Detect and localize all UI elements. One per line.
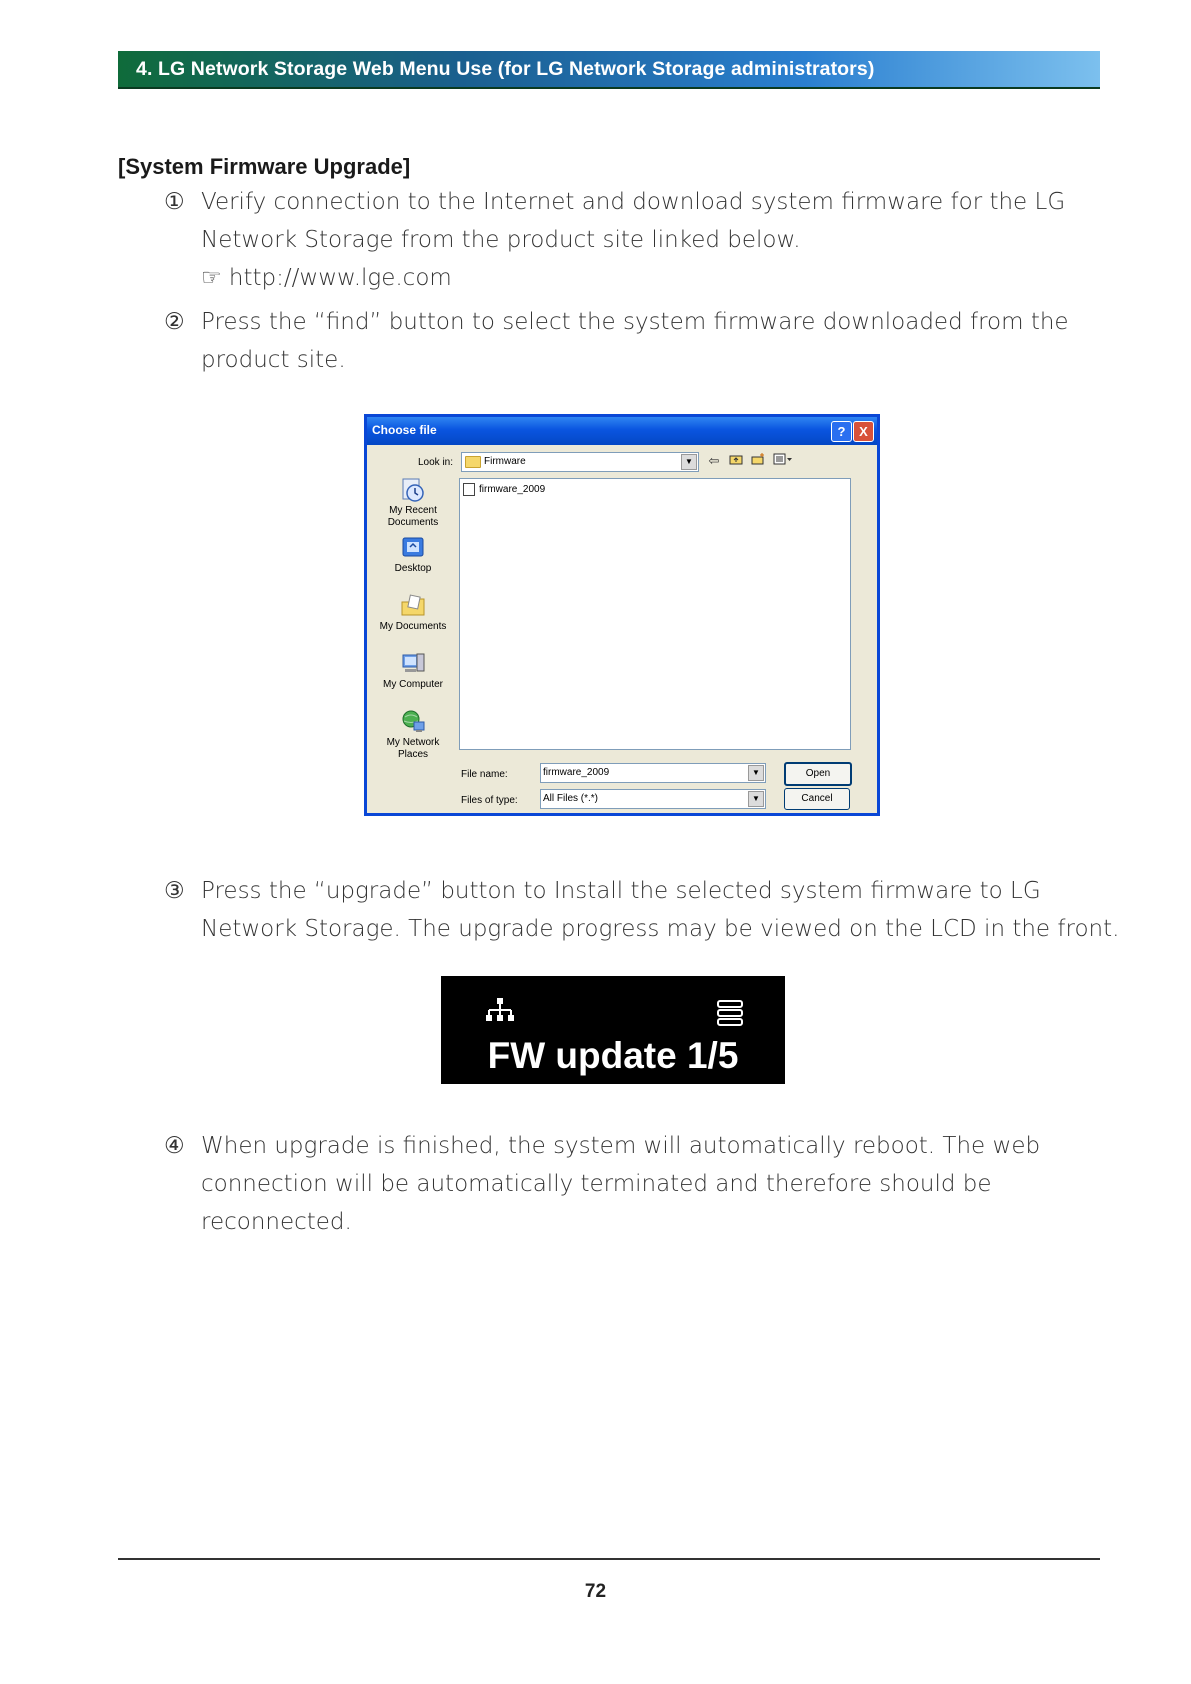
step-line: product site. <box>201 347 346 373</box>
file-list[interactable] <box>459 478 851 750</box>
website-link[interactable]: ☞ http://www.lge.com <box>201 265 452 291</box>
help-button[interactable]: ? <box>831 421 852 442</box>
place-my-documents[interactable] <box>373 593 453 633</box>
network-places-icon <box>400 709 426 735</box>
step-line: Network Storage. The upgrade progress may be viewed on the LCD in the front. <box>201 916 1120 942</box>
new-folder-icon[interactable] <box>750 453 766 468</box>
chapter-header-bar <box>118 51 1100 89</box>
lcd-message: FW update 1/5 <box>487 1035 739 1076</box>
page-number: 72 <box>584 1581 607 1602</box>
step-number: ③ <box>164 878 185 904</box>
step-number: ② <box>164 309 185 335</box>
file-item-name: firmware_2009 <box>479 484 546 496</box>
file-item[interactable] <box>463 483 545 496</box>
recent-documents-icon <box>400 477 426 503</box>
step-line: Press the “find” button to select the system firmware downloaded from the <box>201 309 1069 335</box>
file-icon <box>463 483 475 496</box>
close-button[interactable]: X <box>853 421 874 442</box>
step-line: Verify connection to the Internet and download system firmware for the LG <box>201 189 1066 215</box>
place-label: My Network <box>386 737 440 748</box>
chevron-down-icon[interactable]: ▼ <box>748 765 764 781</box>
look-in-value: Firmware <box>484 456 526 467</box>
cancel-button[interactable]: Cancel <box>784 788 850 810</box>
desktop-icon <box>400 535 426 561</box>
chapter-title: 4. LG Network Storage Web Menu Use (for LG Network Storage administrators) <box>136 58 875 80</box>
place-recent-documents[interactable] <box>373 477 453 529</box>
dialog-title: Choose file <box>372 423 437 437</box>
file-type-select[interactable] <box>540 789 766 809</box>
up-folder-icon[interactable] <box>728 453 744 468</box>
file-name-input[interactable] <box>540 763 766 783</box>
view-menu-icon[interactable] <box>772 453 794 468</box>
step-line: Press the “upgrade” button to Install the selected system firmware to LG <box>201 878 1041 904</box>
place-label: Desktop <box>394 563 432 574</box>
section-title: [System Firmware Upgrade] <box>118 154 411 179</box>
lcd-display <box>441 976 785 1084</box>
step-line: reconnected. <box>201 1209 352 1235</box>
place-network-places[interactable] <box>373 709 453 761</box>
step-line: When upgrade is finished, the system will automatically reboot. The web <box>201 1133 1041 1159</box>
back-arrow-icon[interactable]: ⇦ <box>708 453 720 468</box>
network-icon <box>486 998 514 1024</box>
open-button[interactable]: Open <box>784 762 852 786</box>
file-type-label: Files of type: <box>461 795 518 806</box>
step-line: Network Storage from the product site linked below. <box>201 227 801 253</box>
look-in-label: Look in: <box>418 457 454 468</box>
footer-divider <box>118 1558 1100 1560</box>
place-label: Places <box>397 749 428 760</box>
step-number: ① <box>164 189 185 215</box>
chevron-down-icon[interactable]: ▼ <box>748 791 764 807</box>
step-line: connection will be automatically terminated and therefore should be <box>201 1171 992 1197</box>
choose-file-dialog <box>364 414 880 816</box>
place-label: Documents <box>387 517 439 528</box>
my-documents-icon <box>400 593 426 619</box>
folder-icon <box>465 456 481 468</box>
place-label: My Recent <box>389 505 437 516</box>
place-desktop[interactable] <box>373 535 453 575</box>
storage-icon <box>717 1000 743 1026</box>
chevron-down-icon[interactable]: ▼ <box>681 454 697 470</box>
step-number: ④ <box>164 1133 185 1159</box>
file-name-label: File name: <box>461 769 508 780</box>
place-label: My Documents <box>379 621 447 632</box>
file-type-value: All Files (*.*) <box>543 793 599 804</box>
look-in-dropdown[interactable] <box>461 452 699 472</box>
my-computer-icon <box>400 651 426 677</box>
dialog-title-bar <box>367 417 877 445</box>
file-name-value: firmware_2009 <box>543 767 610 778</box>
place-label: My Computer <box>382 679 443 690</box>
place-my-computer[interactable] <box>373 651 453 691</box>
